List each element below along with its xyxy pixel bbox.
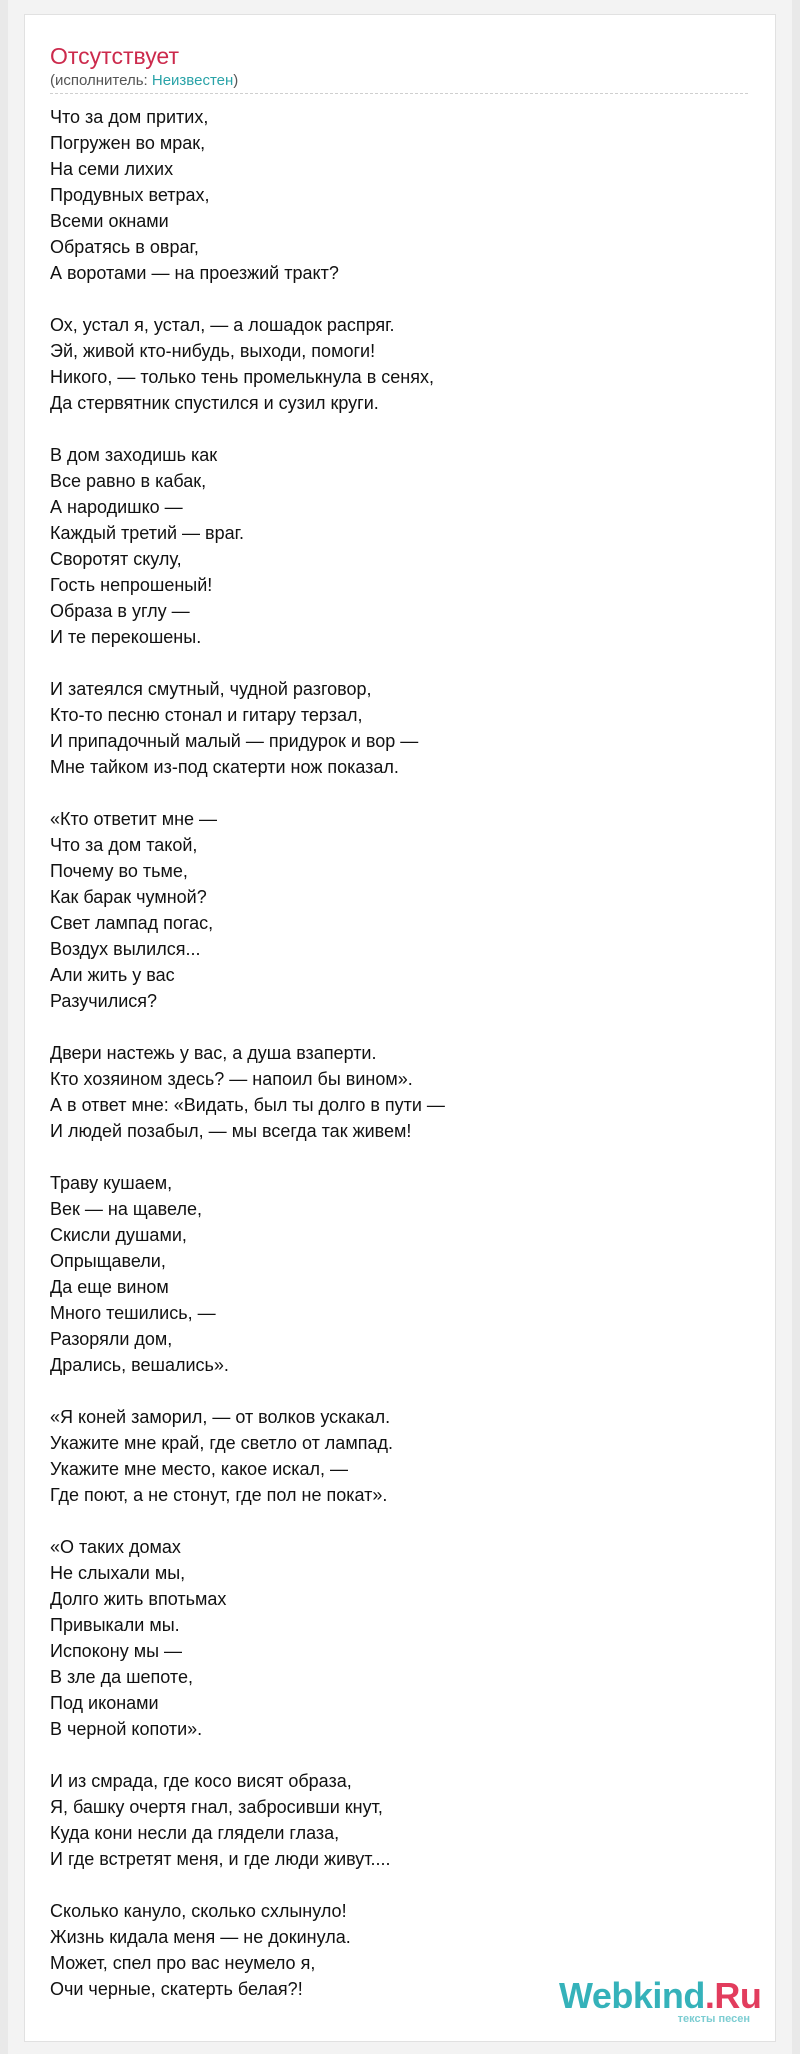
lyric-line: И припадочный малый — придурок и вор — <box>50 731 419 751</box>
stanza <box>50 1768 730 1872</box>
lyric-line: Разучилися? <box>50 991 158 1011</box>
logo-ru-text: .Ru <box>704 1975 762 2016</box>
lyric-line: Гость непрошеный! <box>50 575 213 595</box>
lyric-line: Как барак чумной? <box>50 887 207 907</box>
lyric-line: Свет лампад погас, <box>50 913 214 933</box>
stanza <box>50 806 730 1014</box>
lyric-line: И где встретят меня, и где люди живут.... <box>50 1849 391 1869</box>
lyric-line: И затеялся смутный, чудной разговор, <box>50 679 372 699</box>
stanza <box>50 1040 730 1144</box>
lyric-line: Погружен во мрак, <box>50 133 206 153</box>
lyric-line: Дрались, вешались». <box>50 1355 229 1375</box>
performer-line <box>50 72 238 90</box>
lyric-line: И людей позабыл, — мы всегда так живем! <box>50 1121 412 1141</box>
lyric-line: Долго жить впотьмах <box>50 1589 227 1609</box>
lyric-line: Опрыщавели, <box>50 1251 166 1271</box>
performer-suffix: ) <box>233 72 239 89</box>
lyric-line: Я, башку очертя гнал, забросивши кнут, <box>50 1797 383 1817</box>
logo-subtitle: тексты песен <box>677 2013 750 2025</box>
lyric-line: В дом заходишь как <box>50 445 218 465</box>
lyric-line: Никого, — только тень промелькнула в сенях, <box>50 367 434 387</box>
lyric-line: Под иконами <box>50 1693 159 1713</box>
lyric-line: Испокону мы — <box>50 1641 183 1661</box>
lyric-line: Кто хозяином здесь? — напоил бы вином». <box>50 1069 413 1089</box>
lyric-line: Что за дом такой, <box>50 835 198 855</box>
lyric-line: Не слыхали мы, <box>50 1563 186 1583</box>
stanza <box>50 1534 730 1742</box>
lyric-line: Все равно в кабак, <box>50 471 207 491</box>
lyric-line: Обратясь в овраг, <box>50 237 199 257</box>
lyric-line: На семи лихих <box>50 159 174 179</box>
lyric-line: Двери настежь у вас, а душа взаперти. <box>50 1043 377 1063</box>
lyric-line: Кто-то песню стонал и гитару терзал, <box>50 705 363 725</box>
lyric-line: Куда кони несли да глядели глаза, <box>50 1823 340 1843</box>
stanza <box>50 312 730 416</box>
lyric-line: Да стервятник спустился и сузил круги. <box>50 393 379 413</box>
lyric-line: «Я коней заморил, — от волков ускакал. <box>50 1407 391 1427</box>
song-title: Отсутствует <box>50 43 179 69</box>
lyrics-body <box>50 104 730 2028</box>
lyric-line: Укажите мне край, где светло от лампад. <box>50 1433 393 1453</box>
lyric-line: Почему во тьме, <box>50 861 188 881</box>
stanza <box>50 442 730 650</box>
lyric-line: Мне тайком из-под скатерти нож показал. <box>50 757 399 777</box>
stanza <box>50 1404 730 1508</box>
lyric-line: А в ответ мне: «Видать, был ты долго в пути — <box>50 1095 445 1115</box>
performer-link[interactable]: Неизвестен <box>151 72 234 89</box>
lyric-line: Разоряли дом, <box>50 1329 173 1349</box>
lyric-line: Траву кушаем, <box>50 1173 173 1193</box>
lyric-line: Всеми окнами <box>50 211 169 231</box>
lyric-line: Привыкали мы. <box>50 1615 180 1635</box>
lyric-line: Укажите мне место, какое искал, — <box>50 1459 349 1479</box>
lyric-line: Что за дом притих, <box>50 107 209 127</box>
lyric-line: Ох, устал я, устал, — а лошадок распряг. <box>50 315 395 335</box>
lyric-line: Эй, живой кто-нибудь, выходи, помоги! <box>50 341 376 361</box>
lyric-line: Скисли душами, <box>50 1225 187 1245</box>
lyric-line: Образа в углу — <box>50 601 190 621</box>
title-divider <box>50 93 748 94</box>
lyric-line: Али жить у вас <box>50 965 175 985</box>
stanza <box>50 1170 730 1378</box>
lyric-line: И те перекошены. <box>50 627 202 647</box>
lyric-line: В зле да шепоте, <box>50 1667 193 1687</box>
logo-main-text: Webkind <box>559 1975 705 2016</box>
lyric-line: «Кто ответит мне — <box>50 809 218 829</box>
lyric-line: Где поют, а не стонут, где пол не покат». <box>50 1485 388 1505</box>
stanza <box>50 104 730 286</box>
lyric-line: «О таких домах <box>50 1537 181 1557</box>
lyric-line: Очи черные, скатерть белая?! <box>50 1979 303 1999</box>
lyric-line: Век — на щавеле, <box>50 1199 202 1219</box>
lyric-line: Да еще вином <box>50 1277 169 1297</box>
logo-wordmark <box>559 1976 761 2016</box>
lyric-line: Каждый третий — враг. <box>50 523 245 543</box>
lyric-line: А воротами — на проезжий тракт? <box>50 263 339 283</box>
lyric-line: Много тешились, — <box>50 1303 216 1323</box>
lyric-line: И из смрада, где косо висят образа, <box>50 1771 352 1791</box>
lyric-line: В черной копоти». <box>50 1719 203 1739</box>
lyric-line: Воздух вылился... <box>50 939 201 959</box>
performer-prefix: (исполнитель: <box>50 72 152 89</box>
lyric-line: Сколько кануло, сколько схлынуло! <box>50 1901 347 1921</box>
lyric-line: Своротят скулу, <box>50 549 182 569</box>
lyric-line: Продувных ветрах, <box>50 185 210 205</box>
lyric-line: А народишко — <box>50 497 183 517</box>
webkind-logo[interactable] <box>559 1976 764 2028</box>
stanza <box>50 676 730 780</box>
lyric-line: Жизнь кидала меня — не докинула. <box>50 1927 351 1947</box>
lyric-line: Может, спел про вас неумело я, <box>50 1953 316 1973</box>
